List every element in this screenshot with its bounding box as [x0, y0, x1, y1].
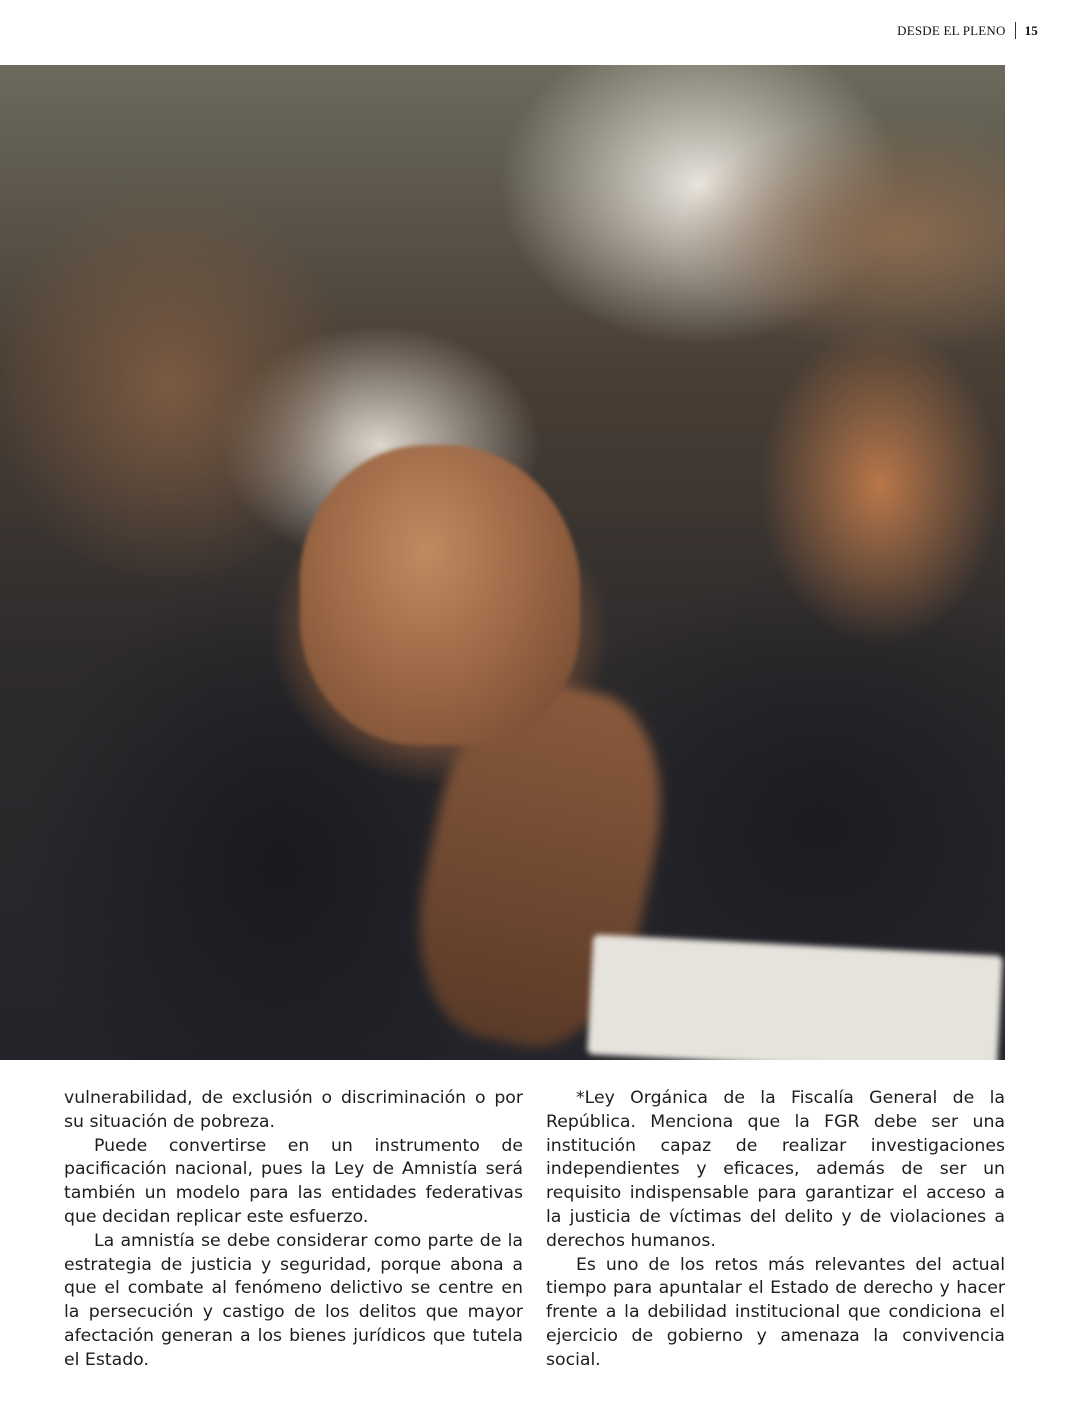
header-divider — [1015, 22, 1016, 39]
left-paragraph-3: La amnistía se debe considerar como parte de la estrategia de justicia y seguridad, porque abona a que el combate al fenómeno delictivo se centre en la persecución y castigo de los delitos que mayor afectación generan a los bienes jurídicos que tutela el Estado. — [64, 1230, 523, 1370]
page-number: 15 — [1024, 22, 1038, 38]
photo-sign-shape — [587, 934, 1003, 1060]
protest-photo — [0, 65, 1005, 1060]
right-paragraph-2: Es uno de los retos más relevantes del actual tiempo para apuntalar el Estado de derecho y hacer frente a la debilidad institucional que condiciona el ejercicio de gobierno y amenaza la convivencia social. — [546, 1254, 1005, 1370]
left-paragraph-1: vulnerabilidad, de exclusión o discriminación o por su situación de pobreza. — [64, 1088, 523, 1132]
left-column — [64, 1087, 523, 1373]
raised-fist-icon — [300, 445, 580, 745]
running-header — [897, 22, 1038, 39]
right-column — [546, 1087, 1005, 1373]
section-title: DESDE EL PLENO — [897, 22, 1006, 38]
right-paragraph-1: *Ley Orgánica de la Fiscalía General de la República. Menciona que la FGR debe ser una institución capaz de realizar investigaciones independientes y eficaces, además de ser un requisito indispensable para garantizar el acceso a la justicia de víctimas del delito y de violaciones a derechos humanos. — [546, 1088, 1005, 1251]
left-paragraph-2: Puede convertirse en un instrumento de pacificación nacional, pues la Ley de Amnistía será también un modelo para las entidades federativas que decidan replicar este esfuerzo. — [64, 1135, 523, 1227]
